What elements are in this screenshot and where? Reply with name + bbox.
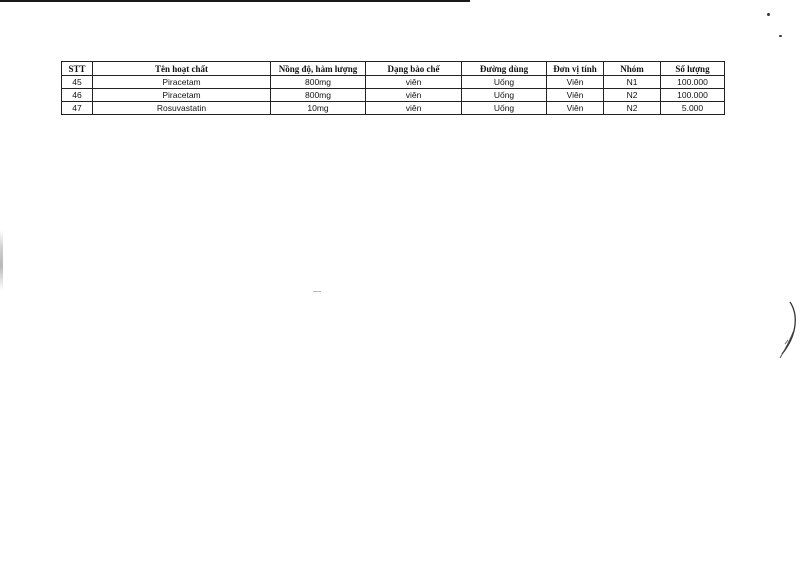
header-stt: STT xyxy=(62,62,93,76)
cell-stt: 45 xyxy=(62,76,93,89)
cell-stt: 46 xyxy=(62,89,93,102)
header-active-ingredient: Tên hoạt chất xyxy=(93,62,271,76)
cell-concentration: 10mg xyxy=(271,102,366,115)
cell-stt: 47 xyxy=(62,102,93,115)
cell-concentration: 800mg xyxy=(271,76,366,89)
cell-route: Uống xyxy=(462,102,547,115)
scan-dash-mark xyxy=(313,291,321,292)
header-route: Đường dùng xyxy=(462,62,547,76)
cell-concentration: 800mg xyxy=(271,89,366,102)
cell-dosage-form: viên xyxy=(366,89,462,102)
table-row xyxy=(62,102,725,115)
table-row xyxy=(62,89,725,102)
header-unit: Đơn vị tính xyxy=(547,62,604,76)
table-header-row xyxy=(62,62,725,76)
scan-speck xyxy=(779,35,782,37)
cell-group: N1 xyxy=(604,76,661,89)
cell-group: N2 xyxy=(604,102,661,115)
cell-unit: Viên xyxy=(547,76,604,89)
scan-speck xyxy=(767,13,770,16)
cell-quantity: 100.000 xyxy=(661,76,725,89)
cell-route: Uống xyxy=(462,76,547,89)
cell-unit: Viên xyxy=(547,89,604,102)
cell-route: Uống xyxy=(462,89,547,102)
scan-edge-mark xyxy=(0,230,3,290)
cell-group: N2 xyxy=(604,89,661,102)
cell-active-ingredient: Piracetam xyxy=(93,89,271,102)
top-border-line xyxy=(0,0,470,2)
cell-unit: Viên xyxy=(547,102,604,115)
header-quantity: Số lượng xyxy=(661,62,725,76)
drug-table xyxy=(61,61,725,115)
cell-dosage-form: viên xyxy=(366,76,462,89)
cell-active-ingredient: Piracetam xyxy=(93,76,271,89)
cell-active-ingredient: Rosuvastatin xyxy=(93,102,271,115)
table-row xyxy=(62,76,725,89)
cell-dosage-form: viên xyxy=(366,102,462,115)
header-concentration: Nồng độ, hàm lượng xyxy=(271,62,366,76)
cell-quantity: 100.000 xyxy=(661,89,725,102)
cell-quantity: 5.000 xyxy=(661,102,725,115)
signature-mark xyxy=(776,300,800,362)
header-dosage-form: Dạng bào chế xyxy=(366,62,462,76)
header-group: Nhóm xyxy=(604,62,661,76)
